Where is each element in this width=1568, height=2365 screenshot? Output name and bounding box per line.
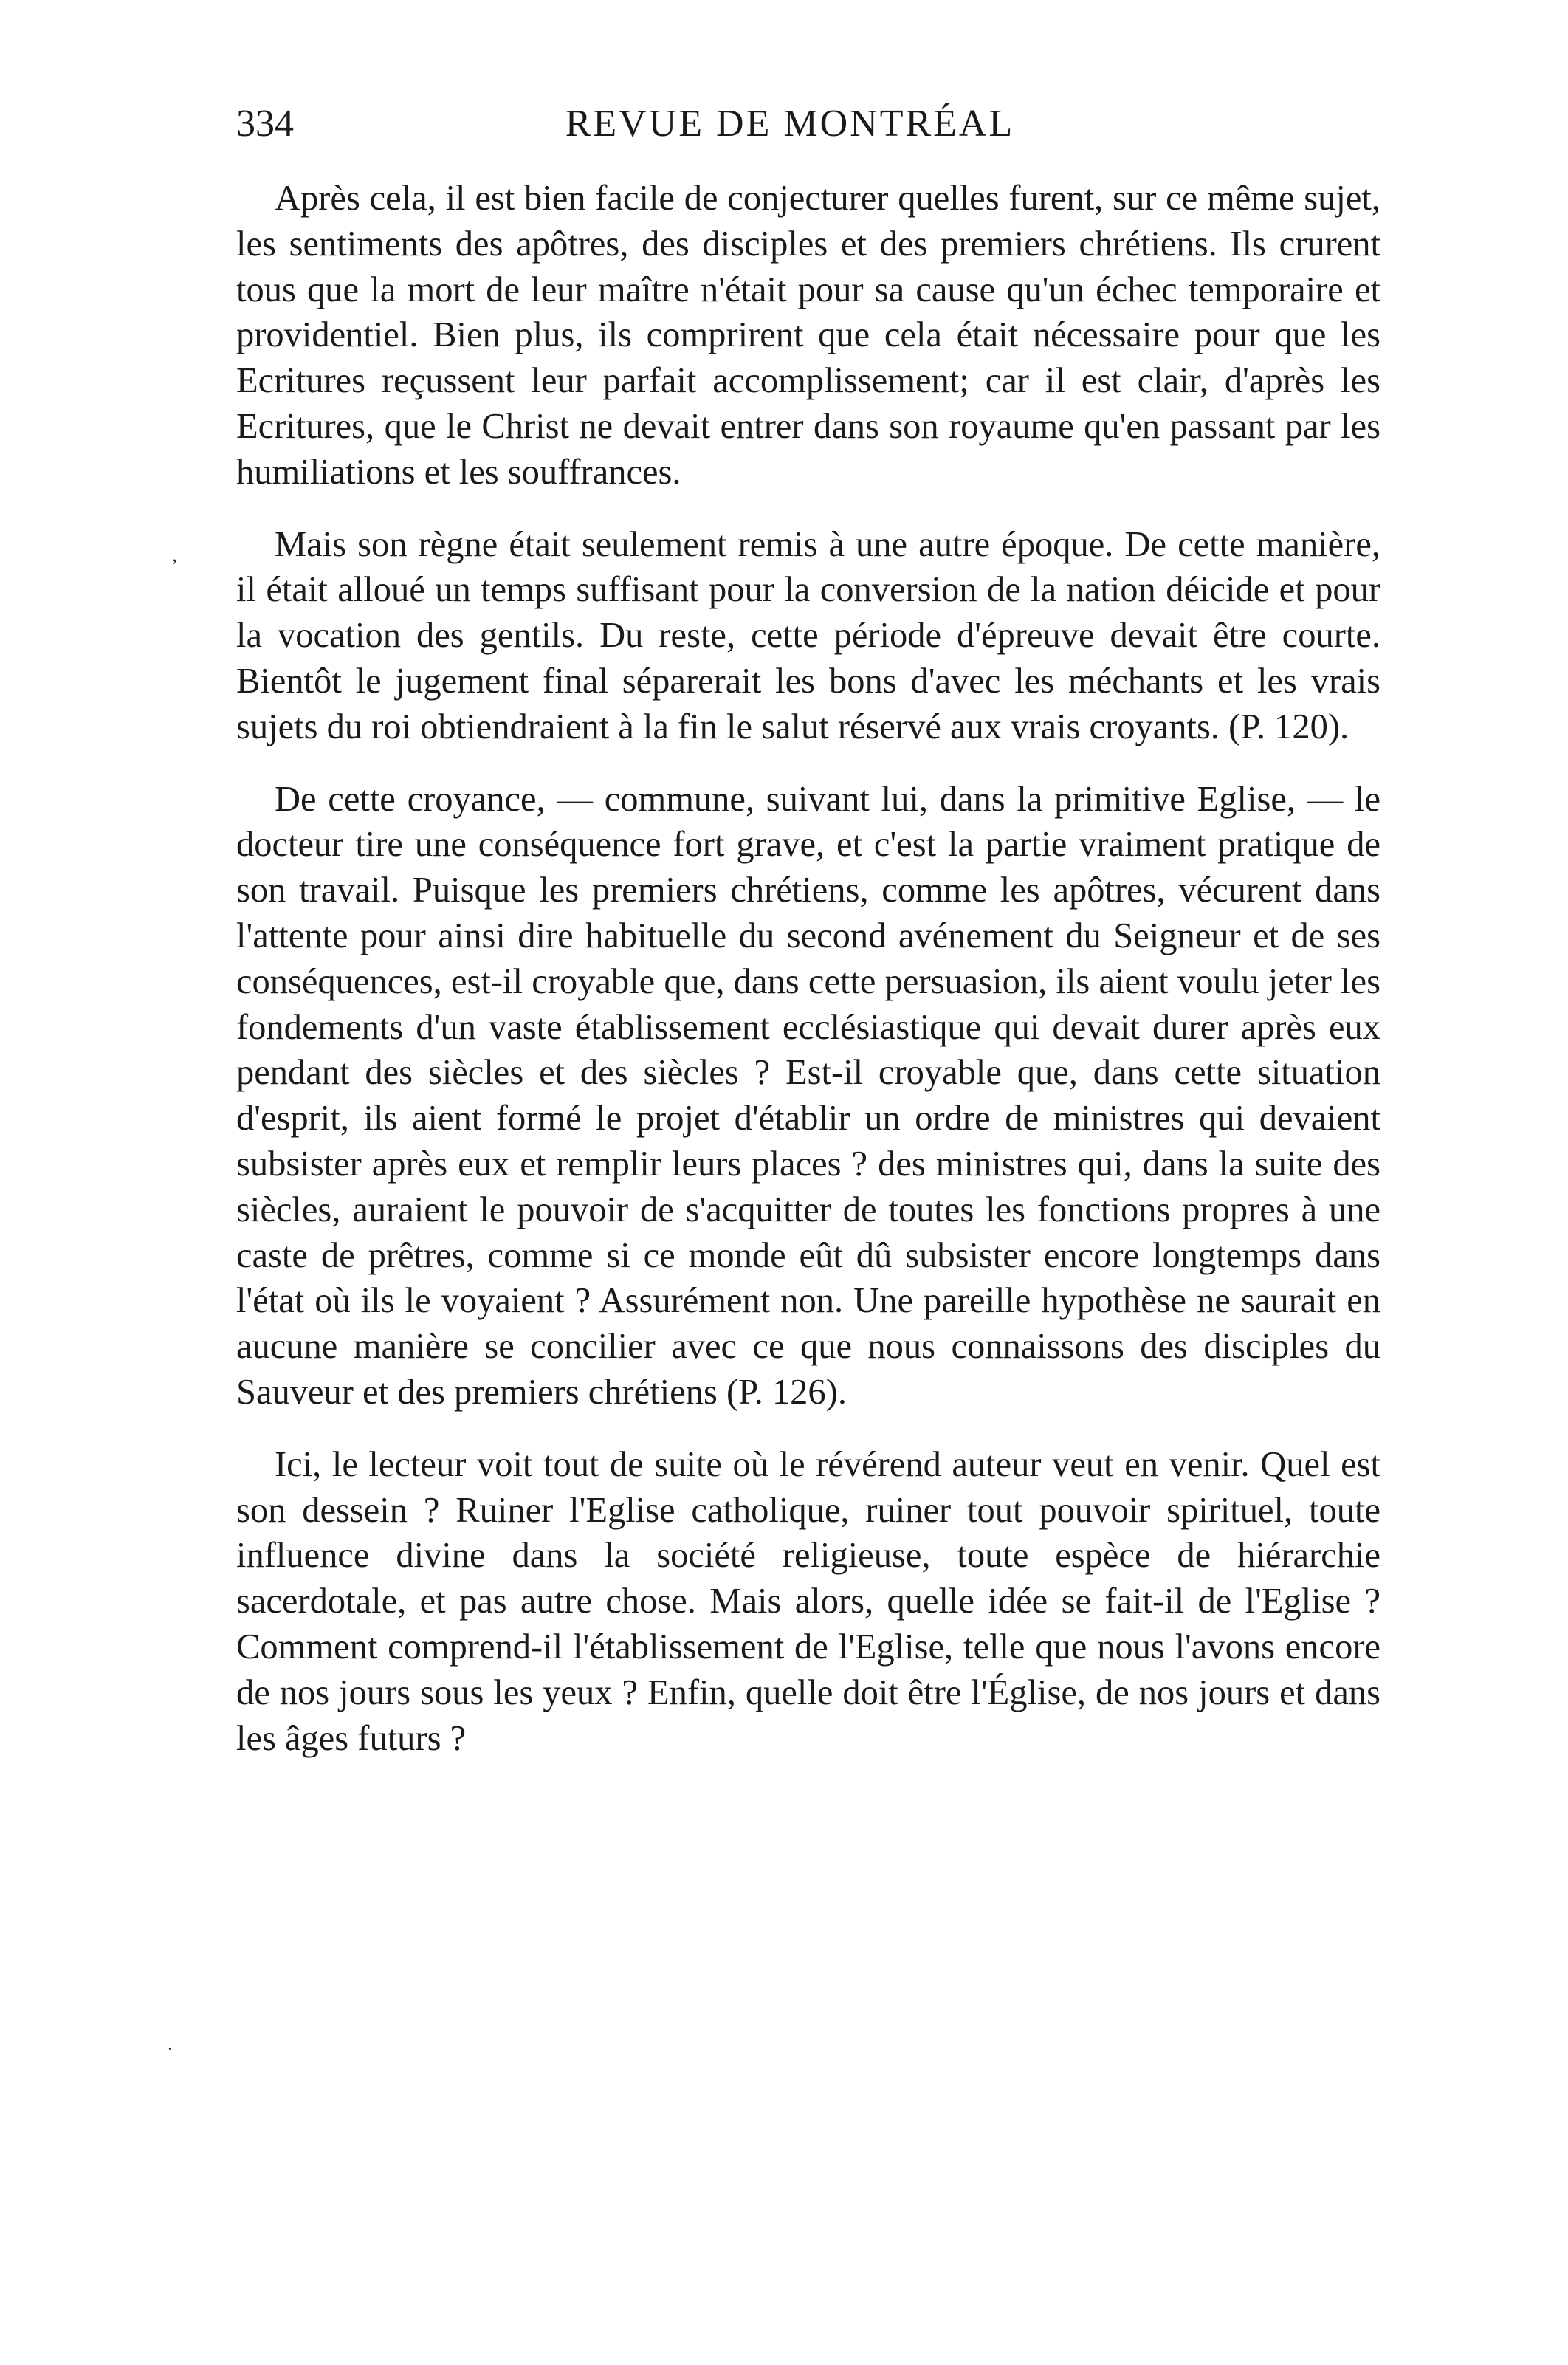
journal-title: REVUE DE MONTRÉAL	[565, 103, 1015, 145]
paragraph: De cette croyance, — commune, suivant lui, dans la primitive Eglise, — le docteur tire une conséquence fort grave, et c'est la partie vraiment pratique de son travail. Puisque les premiers chrétiens, comme les apôtres, vécurent dans l'attente pour ainsi dire habituelle du second avénement du Seigneur et de ses conséquences, est-il croyable que, dans cette persuasion, ils aient voulu jeter les fondements d'un vaste établissement ecclésiastique qui devait durer après eux pendant des siècles et des siècles ? Est-il croyable que, dans cette situation d'esprit, ils aient formé le projet d'établir un ordre de ministres qui devaient subsister après eux et remplir leurs places ? des ministres qui, dans la suite des siècles, auraient le pouvoir de s'acquitter de toutes les fonctions propres à une caste de prêtres, comme si ce monde eût dû subsister encore longtemps dans l'état où ils le voyaient ? Assurément non. Une pareille hypothèse ne saurait en aucune manière se concilier avec ce que nous connaissons des disciples du Sauveur et des premiers chrétiens (P. 126).	[236, 779, 1380, 1412]
margin-speck: ·	[167, 2038, 173, 2059]
paragraph: Après cela, il est bien facile de conjecturer quelles furent, sur ce même sujet, les sentiments des apôtres, des disciples et des premiers chrétiens. Ils crurent tous que la mort de leur maître n'était pour sa cause qu'un échec temporaire et providentiel. Bien plus, ils comprirent que cela était nécessaire pour que les Ecritures reçussent leur parfait accomplissement; car il est clair, d'après les Ecritures, que le Christ ne devait entrer dans son royaume qu'en passant par les humiliations et les souffrances.	[236, 179, 1380, 492]
running-head	[236, 95, 1344, 154]
paragraph: Mais son règne était seulement remis à une autre époque. De cette manière, il était alloué un temps suffisant pour la conversion de la nation déicide et pour la vocation des gentils. Du reste, cette période d'épreuve devait être courte. Bientôt le jugement final séparerait les bons d'avec les méchants et les vrais sujets du roi obtiendraient à la fin le salut réservé aux vrais croyants. (P. 120).	[236, 524, 1380, 746]
paragraph: Ici, le lecteur voit tout de suite où le révérend auteur veut en venir. Quel est son dessein ? Ruiner l'Eglise catholique, ruiner tout pouvoir spirituel, toute influence divine dans la société religieuse, toute espèce de hiérarchie sacerdotale, et pas autre chose. Mais alors, quelle idée se fait-il de l'Eglise ? Comment comprend-il l'établissement de l'Eglise, telle que nous l'avons encore de nos jours sous les yeux ? Enfin, quelle doit être l'Église, de nos jours et dans les âges futurs ?	[236, 1444, 1380, 1758]
page-number: 334	[236, 103, 294, 145]
body-text	[236, 176, 1380, 1761]
margin-speck: ’	[171, 555, 178, 577]
